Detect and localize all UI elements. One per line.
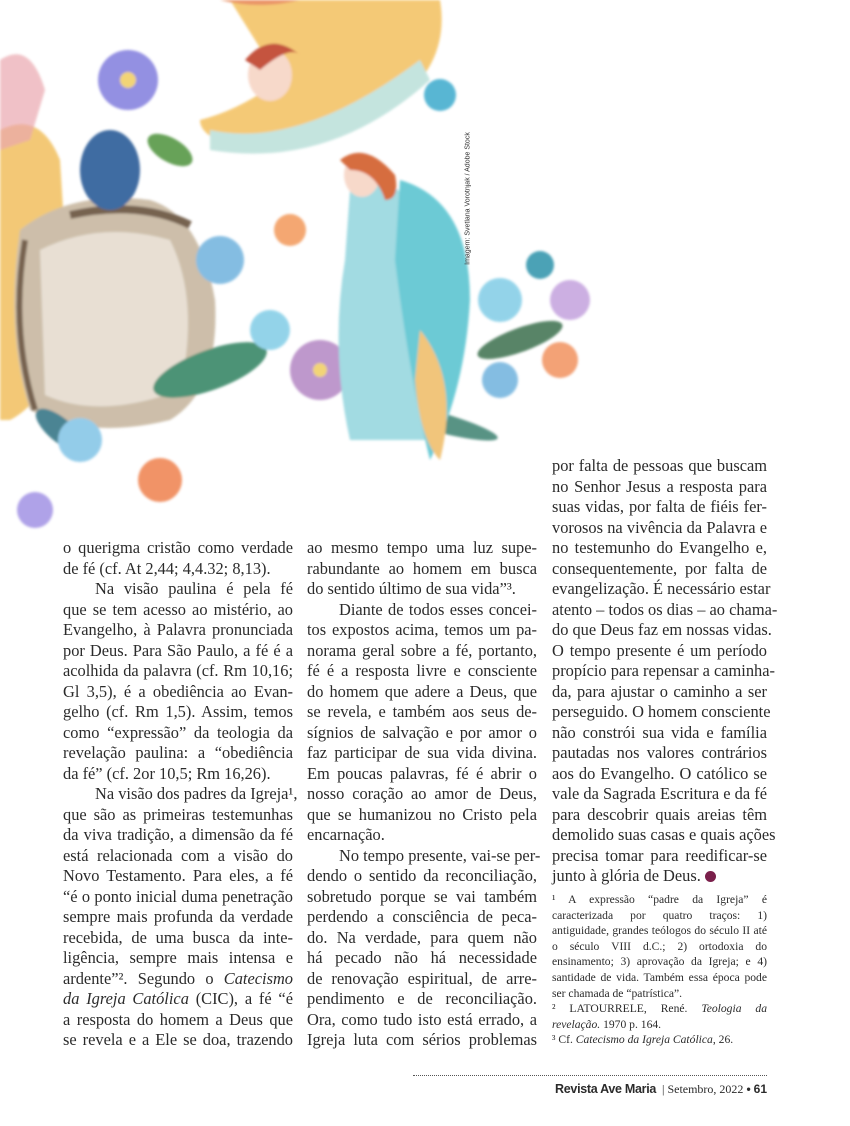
text-line: Em poucas palavras, fé é abrir o <box>307 763 537 783</box>
text-line: da Igreja Católica (CIC), a fé “é <box>63 989 293 1008</box>
text-line: do. Na verdade, para quem não <box>307 927 537 947</box>
text-line: sígnios de salvação e por amor o <box>307 722 537 742</box>
text-line: ligência, sempre mais intensa e <box>63 948 293 967</box>
footnote: ³ Cf. Catecismo da Igreja Católica, 26. <box>552 1033 734 1047</box>
text-line: pautadas nos valores contrários <box>552 743 767 762</box>
text-line: Evangelho, à Palavra pronunciada <box>63 620 293 639</box>
text-line: da, para ajustar o caminho a ser <box>552 681 767 701</box>
text-line: evangelização. É necessário estar <box>552 579 771 598</box>
footer-divider <box>413 1075 767 1076</box>
text-line: aos do Evangelho. O católico se <box>552 763 767 783</box>
text-line: se revela, e também aos seus de- <box>307 702 537 721</box>
text-line: no testemunho do Evangelho e, <box>552 538 767 557</box>
text-line: “é o ponto inicial duma penetração <box>63 886 293 906</box>
issue-date: Setembro, 2022 <box>667 1082 744 1096</box>
text-line: vale da Sagrada Escritura e da fé <box>552 784 767 803</box>
text-line: que se tem acesso ao mistério, ao <box>63 599 293 619</box>
text-line: sempre mais profunda da verdade <box>63 907 293 926</box>
text-line: junto à glória de Deus. <box>552 866 767 887</box>
text-line: rabundante ao homem em busca <box>307 558 537 578</box>
text-line: por falta de pessoas que buscam <box>552 456 767 475</box>
text-line: faz participar de sua vida divina. <box>307 743 537 762</box>
text-line: para descobrir quais areias têm <box>552 804 767 824</box>
text-line: tos expostos acima, temos um pa- <box>307 620 537 639</box>
text-line: como “expressão” da teologia da <box>63 722 293 742</box>
text-line: Na visão paulina é pela fé <box>95 579 293 598</box>
text-line: recebida, de uma busca da inte- <box>63 927 293 947</box>
text-line: ao mesmo tempo uma luz supe- <box>307 538 537 557</box>
page-footer <box>555 1082 767 1097</box>
text-line: dendo o sentido da reconciliação, <box>307 866 537 885</box>
text-line: propício para repensar a caminha- <box>552 661 775 680</box>
text-line: O tempo presente é um período <box>552 640 767 660</box>
footnotes <box>552 892 767 1048</box>
text-line: não constrói sua vida e família <box>552 722 767 742</box>
text-line: Diante de todos esses concei- <box>339 599 537 619</box>
text-line: perseguido. O homem consciente <box>552 702 771 721</box>
text-line: da fé” (cf. 2or 10,5; Rm 16,26). <box>63 763 271 783</box>
text-line: que se humanizou no Cristo pela <box>307 804 537 824</box>
text-line: demolido suas casas e quais ações <box>552 825 776 844</box>
text-line: do sentido último de sua vida”³. <box>307 579 516 598</box>
text-line: no Senhor Jesus a resposta para <box>552 476 767 496</box>
text-line: se revela e a Ele se doa, trazendo <box>63 1030 293 1049</box>
article-column-1 <box>63 538 298 1051</box>
text-line: vorosos na vivência da Palavra e <box>552 517 767 537</box>
text-line: Na visão dos padres da Igreja¹, <box>95 784 298 803</box>
text-line: que são as primeiras testemunhas <box>63 804 293 824</box>
text-line: suas vidas, por falta de fiéis fer- <box>552 497 767 516</box>
footer-separator: | <box>662 1082 665 1096</box>
end-of-article-mark-icon <box>705 871 716 882</box>
text-line: há pecado não há necessidade <box>307 948 537 967</box>
text-line: ardente”². Segundo o Catecismo <box>63 968 293 988</box>
article-column-2 <box>307 538 541 1051</box>
text-line: de fé (cf. At 2,44; 4,4.32; 8,13). <box>63 558 271 578</box>
text-line: Igreja luta com sérios problemas <box>307 1030 537 1049</box>
text-line: nosso coração ao amor de Deus, <box>307 784 537 803</box>
text-line: revelação paulina: a “obediência <box>63 743 293 762</box>
text-line: de renovação espiritual, de arre- <box>307 968 537 988</box>
text-line: do homem que adere a Deus, que <box>307 681 537 701</box>
text-line: No tempo presente, vai-se per- <box>339 845 541 865</box>
magazine-name: Revista Ave Maria <box>555 1082 657 1096</box>
text-line: a resposta do homem a Deus que <box>63 1009 293 1029</box>
text-line: o querigma cristão como verdade <box>63 538 293 557</box>
text-line: está relacionada com a visão do <box>63 845 293 865</box>
text-line: Ora, como tudo isto está errado, a <box>307 1009 537 1029</box>
text-line: sobretudo porque se vai também <box>307 886 537 906</box>
text-line: Novo Testamento. Para eles, a fé <box>63 866 293 885</box>
text-line: fé é a resposta livre e consciente <box>307 661 537 680</box>
text-line: norama geral sobre a fé, portanto, <box>307 640 537 660</box>
text-line: da viva tradição, a dimensão da fé <box>63 825 293 844</box>
text-line: Gl 3,5), é a obediência ao Evan- <box>63 681 293 701</box>
text-line: consequentemente, por falta de <box>552 558 767 578</box>
text-line: gelho (cf. Rm 1,5). Assim, temos <box>63 702 293 721</box>
text-line: precisa tomar para reedificar-se <box>552 845 767 865</box>
page-number: 61 <box>753 1082 767 1096</box>
text-line: acolhida da palavra (cf. Rm 10,16; <box>63 661 293 680</box>
text-line: encarnação. <box>307 825 385 844</box>
image-credit: Imagem: Svetlana Vorotnjak / Adobe Stock <box>464 132 472 265</box>
text-line: perdendo a consciência de peca- <box>307 907 537 926</box>
text-line: atento – todos os dias – ao chama- <box>552 599 778 619</box>
text-line: pendimento e de reconciliação. <box>307 989 537 1008</box>
text-line: do que Deus faz em nossas vidas. <box>552 620 772 639</box>
footer-bullet: • <box>746 1082 751 1096</box>
text-line: por Deus. Para São Paulo, a fé é a <box>63 640 293 660</box>
article-column-3 <box>552 456 778 887</box>
footnote: ¹ A expressão “padre da Igreja” é caracterizada por quatro traços: 1) antiguidade, grandes teólogos do século II até o século VIII d.C.; 2) ortodoxia do ensinamento; 3) aprovação da Igreja; e 4) santidade de vida. Também essa época pode ser chamada de “patrística”. <box>552 893 767 1000</box>
footnote: ² LATOURRELE, René. Teologia da revelação. 1970 p. 164. <box>552 1002 767 1031</box>
